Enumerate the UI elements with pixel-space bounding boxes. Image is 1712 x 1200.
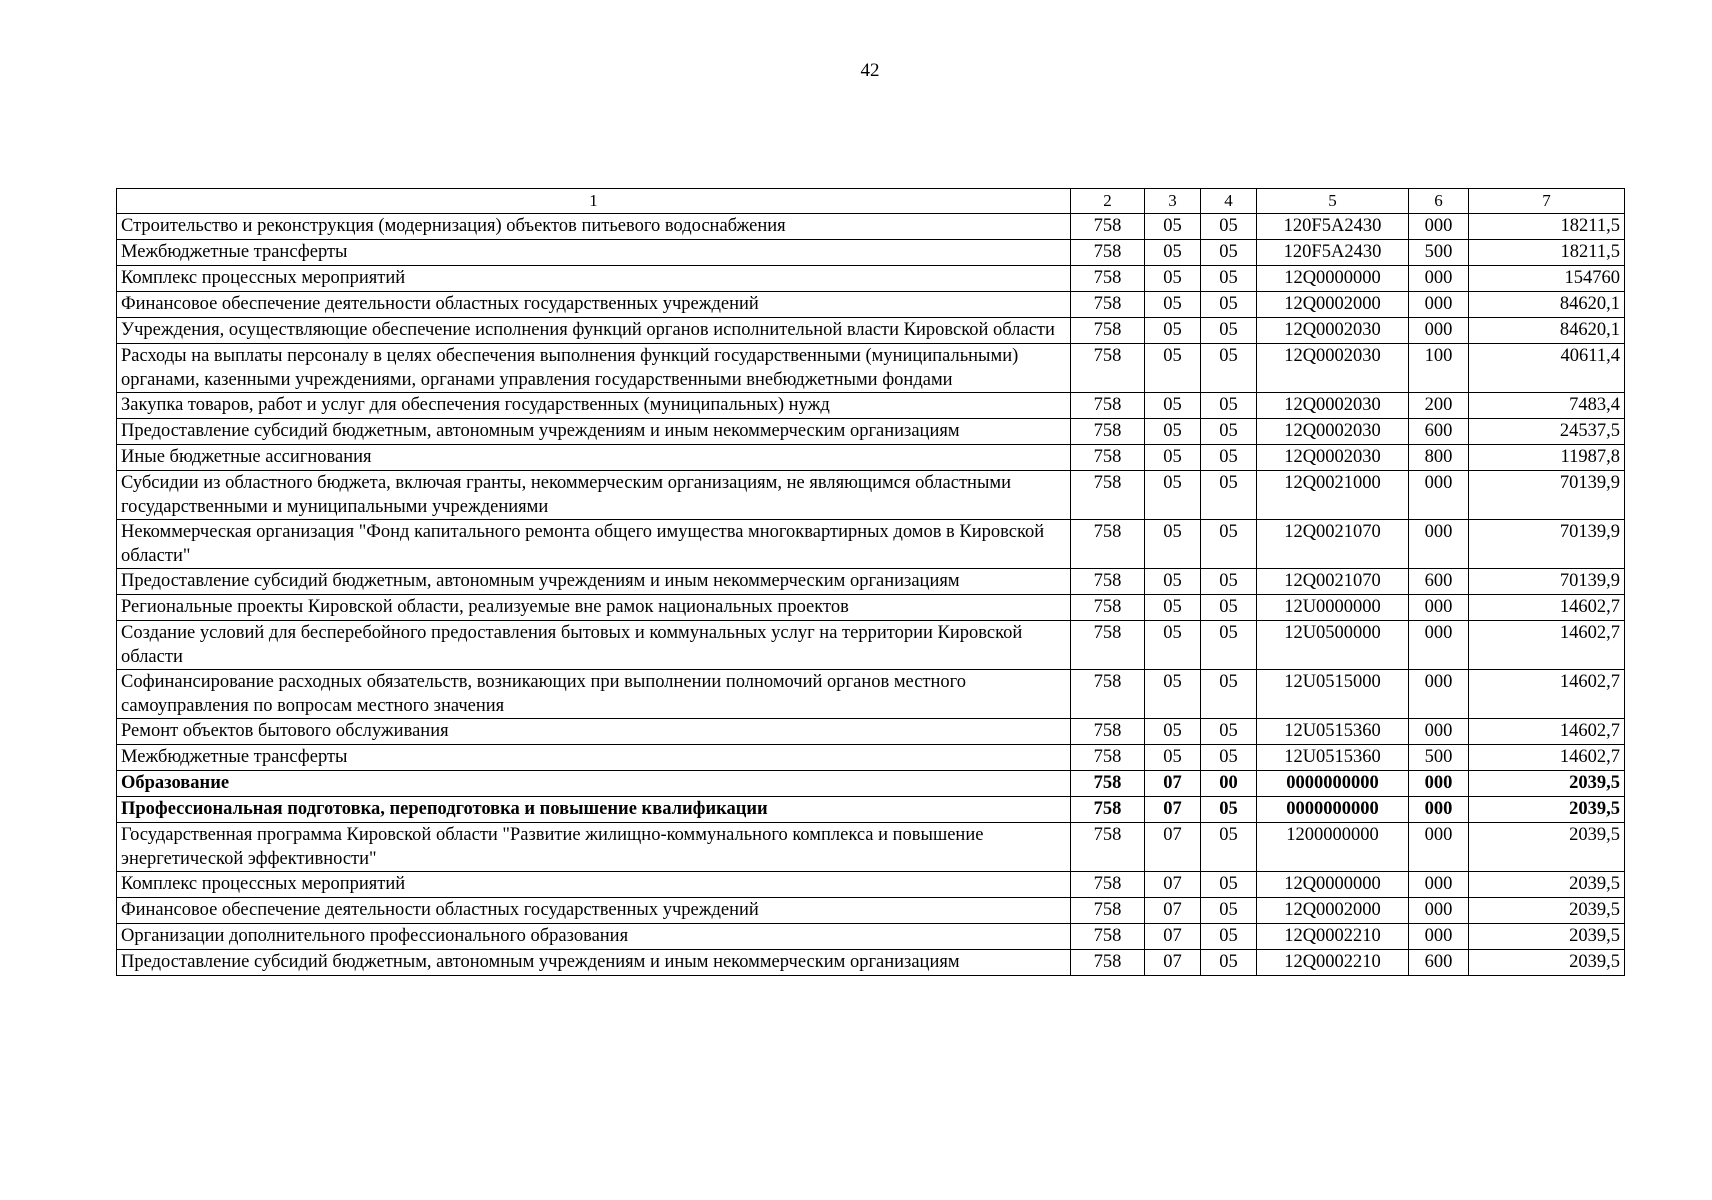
- row-col-7: 84620,1: [1469, 318, 1625, 344]
- row-name: Строительство и реконструкция (модернизация) объектов питьевого водоснабжения: [117, 214, 1071, 240]
- row-col-7: 70139,9: [1469, 569, 1625, 595]
- row-col-2: 758: [1071, 621, 1145, 670]
- row-col-7: 2039,5: [1469, 950, 1625, 976]
- row-name: Межбюджетные трансферты: [117, 745, 1071, 771]
- row-col-5: 12U0000000: [1257, 595, 1409, 621]
- table-row: [117, 569, 1625, 595]
- row-col-6: 600: [1409, 569, 1469, 595]
- row-col-3: 05: [1145, 520, 1201, 569]
- row-col-5: 12Q0002210: [1257, 950, 1409, 976]
- table-row: [117, 318, 1625, 344]
- row-col-4: 05: [1201, 419, 1257, 445]
- row-col-4: 05: [1201, 393, 1257, 419]
- row-col-3: 05: [1145, 595, 1201, 621]
- row-col-2: 758: [1071, 419, 1145, 445]
- row-name: Закупка товаров, работ и услуг для обеспечения государственных (муниципальных) нужд: [117, 393, 1071, 419]
- row-col-7: 7483,4: [1469, 393, 1625, 419]
- row-col-5: 12Q0021070: [1257, 569, 1409, 595]
- row-col-5: 12Q0002000: [1257, 898, 1409, 924]
- row-col-6: 000: [1409, 318, 1469, 344]
- row-col-3: 05: [1145, 670, 1201, 719]
- row-col-6: 000: [1409, 797, 1469, 823]
- row-col-3: 05: [1145, 393, 1201, 419]
- row-col-5: 12Q0021000: [1257, 471, 1409, 520]
- row-col-3: 05: [1145, 318, 1201, 344]
- row-col-4: 05: [1201, 266, 1257, 292]
- row-col-4: 05: [1201, 797, 1257, 823]
- table-row: [117, 797, 1625, 823]
- row-col-6: 000: [1409, 292, 1469, 318]
- row-col-3: 05: [1145, 445, 1201, 471]
- row-col-5: 12Q0002030: [1257, 393, 1409, 419]
- row-col-6: 600: [1409, 419, 1469, 445]
- row-col-3: 07: [1145, 823, 1201, 872]
- row-name: Финансовое обеспечение деятельности областных государственных учреждений: [117, 292, 1071, 318]
- row-col-7: 24537,5: [1469, 419, 1625, 445]
- row-col-4: 05: [1201, 214, 1257, 240]
- table-row: [117, 445, 1625, 471]
- row-name: Учреждения, осуществляющие обеспечение исполнения функций органов исполнительной власти Кировской области: [117, 318, 1071, 344]
- row-col-6: 000: [1409, 670, 1469, 719]
- row-col-4: 05: [1201, 471, 1257, 520]
- row-col-7: 2039,5: [1469, 872, 1625, 898]
- row-name: Софинансирование расходных обязательств, возникающих при выполнении полномочий органов местного самоуправления по вопросам местного значения: [117, 670, 1071, 719]
- row-col-3: 07: [1145, 872, 1201, 898]
- row-col-2: 758: [1071, 266, 1145, 292]
- row-name: Государственная программа Кировской области "Развитие жилищно-коммунального комплекса и повышение энергетической эффективности": [117, 823, 1071, 872]
- table-row: [117, 950, 1625, 976]
- row-name: Комплекс процессных мероприятий: [117, 872, 1071, 898]
- table-row: [117, 595, 1625, 621]
- row-col-5: 12Q0002030: [1257, 419, 1409, 445]
- row-col-6: 000: [1409, 898, 1469, 924]
- row-col-2: 758: [1071, 872, 1145, 898]
- header-col-3: 3: [1145, 189, 1201, 214]
- row-col-3: 07: [1145, 950, 1201, 976]
- table-row: [117, 745, 1625, 771]
- row-name: Расходы на выплаты персоналу в целях обеспечения выполнения функций государственными (муниципальными) органами, казенными учреждениями, органами управления государственными внебюджетными фондами: [117, 344, 1071, 393]
- row-col-4: 05: [1201, 445, 1257, 471]
- row-col-2: 758: [1071, 924, 1145, 950]
- row-col-5: 12Q0002030: [1257, 318, 1409, 344]
- header-col-5: 5: [1257, 189, 1409, 214]
- row-col-3: 05: [1145, 240, 1201, 266]
- row-col-4: 05: [1201, 950, 1257, 976]
- row-col-2: 758: [1071, 950, 1145, 976]
- table-row: [117, 393, 1625, 419]
- budget-table: [116, 188, 1625, 976]
- page-number: 42: [860, 60, 880, 81]
- row-col-2: 758: [1071, 520, 1145, 569]
- row-col-4: 05: [1201, 745, 1257, 771]
- row-col-7: 2039,5: [1469, 924, 1625, 950]
- table-row: [117, 898, 1625, 924]
- row-col-4: 05: [1201, 823, 1257, 872]
- row-name: Предоставление субсидий бюджетным, автономным учреждениям и иным некоммерческим организациям: [117, 950, 1071, 976]
- row-col-4: 05: [1201, 924, 1257, 950]
- row-col-6: 500: [1409, 240, 1469, 266]
- row-col-2: 758: [1071, 823, 1145, 872]
- row-col-7: 14602,7: [1469, 621, 1625, 670]
- row-col-2: 758: [1071, 445, 1145, 471]
- row-col-5: 12U0515000: [1257, 670, 1409, 719]
- table-row: [117, 520, 1625, 569]
- table-row: [117, 872, 1625, 898]
- row-col-6: 000: [1409, 771, 1469, 797]
- row-col-4: 05: [1201, 344, 1257, 393]
- row-col-3: 05: [1145, 719, 1201, 745]
- table-row: [117, 771, 1625, 797]
- row-col-5: 12U0515360: [1257, 745, 1409, 771]
- row-col-5: 12Q0021070: [1257, 520, 1409, 569]
- row-col-5: 12Q0000000: [1257, 872, 1409, 898]
- row-col-4: 05: [1201, 292, 1257, 318]
- row-col-6: 100: [1409, 344, 1469, 393]
- row-col-7: 14602,7: [1469, 745, 1625, 771]
- table-row: [117, 292, 1625, 318]
- row-col-2: 758: [1071, 240, 1145, 266]
- row-col-2: 758: [1071, 318, 1145, 344]
- row-col-5: 1200000000: [1257, 823, 1409, 872]
- row-col-2: 758: [1071, 771, 1145, 797]
- row-col-3: 05: [1145, 266, 1201, 292]
- row-col-4: 05: [1201, 520, 1257, 569]
- row-col-7: 70139,9: [1469, 471, 1625, 520]
- header-col-6: 6: [1409, 189, 1469, 214]
- row-col-7: 14602,7: [1469, 595, 1625, 621]
- row-col-6: 000: [1409, 471, 1469, 520]
- row-name: Региональные проекты Кировской области, реализуемые вне рамок национальных проектов: [117, 595, 1071, 621]
- row-name: Иные бюджетные ассигнования: [117, 445, 1071, 471]
- row-col-6: 200: [1409, 393, 1469, 419]
- row-col-7: 154760: [1469, 266, 1625, 292]
- row-col-7: 14602,7: [1469, 719, 1625, 745]
- row-col-5: 120F5A2430: [1257, 240, 1409, 266]
- row-col-6: 000: [1409, 823, 1469, 872]
- row-col-4: 05: [1201, 569, 1257, 595]
- row-col-3: 05: [1145, 569, 1201, 595]
- row-col-4: 05: [1201, 595, 1257, 621]
- row-col-3: 07: [1145, 924, 1201, 950]
- row-col-2: 758: [1071, 393, 1145, 419]
- row-col-6: 000: [1409, 719, 1469, 745]
- row-col-5: 12U0500000: [1257, 621, 1409, 670]
- table-row: [117, 240, 1625, 266]
- row-col-6: 600: [1409, 950, 1469, 976]
- row-name: Предоставление субсидий бюджетным, автономным учреждениям и иным некоммерческим организациям: [117, 569, 1071, 595]
- row-col-3: 07: [1145, 771, 1201, 797]
- row-col-6: 000: [1409, 595, 1469, 621]
- row-col-2: 758: [1071, 471, 1145, 520]
- row-col-2: 758: [1071, 797, 1145, 823]
- row-col-5: 12Q0002030: [1257, 344, 1409, 393]
- row-col-5: 12U0515360: [1257, 719, 1409, 745]
- row-col-4: 05: [1201, 898, 1257, 924]
- table-row: [117, 344, 1625, 393]
- row-col-3: 05: [1145, 419, 1201, 445]
- row-name: Ремонт объектов бытового обслуживания: [117, 719, 1071, 745]
- row-col-5: 0000000000: [1257, 771, 1409, 797]
- row-col-7: 70139,9: [1469, 520, 1625, 569]
- table-row: [117, 471, 1625, 520]
- table-row: [117, 670, 1625, 719]
- row-col-5: 12Q0002000: [1257, 292, 1409, 318]
- row-col-3: 05: [1145, 214, 1201, 240]
- table-row: [117, 621, 1625, 670]
- table-row: [117, 266, 1625, 292]
- row-col-5: 12Q0002210: [1257, 924, 1409, 950]
- row-col-5: 0000000000: [1257, 797, 1409, 823]
- row-col-6: 000: [1409, 266, 1469, 292]
- row-col-5: 120F5A2430: [1257, 214, 1409, 240]
- table-body: [117, 214, 1625, 976]
- header-col-7: 7: [1469, 189, 1625, 214]
- row-name: Предоставление субсидий бюджетным, автономным учреждениям и иным некоммерческим организациям: [117, 419, 1071, 445]
- row-name: Образование: [117, 771, 1071, 797]
- header-col-1: 1: [117, 189, 1071, 214]
- table-row: [117, 719, 1625, 745]
- row-col-2: 758: [1071, 214, 1145, 240]
- row-name: Комплекс процессных мероприятий: [117, 266, 1071, 292]
- row-col-6: 500: [1409, 745, 1469, 771]
- row-col-5: 12Q0000000: [1257, 266, 1409, 292]
- row-col-4: 00: [1201, 771, 1257, 797]
- row-name: Создание условий для бесперебойного предоставления бытовых и коммунальных услуг на территории Кировской области: [117, 621, 1071, 670]
- row-col-5: 12Q0002030: [1257, 445, 1409, 471]
- row-col-3: 07: [1145, 898, 1201, 924]
- row-col-7: 18211,5: [1469, 214, 1625, 240]
- row-name: Межбюджетные трансферты: [117, 240, 1071, 266]
- row-name: Некоммерческая организация "Фонд капитального ремонта общего имущества многоквартирных домов в Кировской области": [117, 520, 1071, 569]
- row-col-2: 758: [1071, 569, 1145, 595]
- row-col-2: 758: [1071, 595, 1145, 621]
- table-row: [117, 419, 1625, 445]
- row-col-2: 758: [1071, 745, 1145, 771]
- row-col-6: 800: [1409, 445, 1469, 471]
- row-col-7: 2039,5: [1469, 898, 1625, 924]
- table-row: [117, 214, 1625, 240]
- table-header: [117, 189, 1625, 214]
- table-row: [117, 924, 1625, 950]
- row-col-4: 05: [1201, 670, 1257, 719]
- row-col-6: 000: [1409, 520, 1469, 569]
- row-name: Организации дополнительного профессионального образования: [117, 924, 1071, 950]
- row-col-7: 2039,5: [1469, 797, 1625, 823]
- row-col-2: 758: [1071, 898, 1145, 924]
- header-col-2: 2: [1071, 189, 1145, 214]
- row-name: Профессиональная подготовка, переподготовка и повышение квалификации: [117, 797, 1071, 823]
- row-col-2: 758: [1071, 292, 1145, 318]
- header-row: [117, 189, 1625, 214]
- row-col-7: 84620,1: [1469, 292, 1625, 318]
- row-col-3: 05: [1145, 344, 1201, 393]
- row-name: Финансовое обеспечение деятельности областных государственных учреждений: [117, 898, 1071, 924]
- table-row: [117, 823, 1625, 872]
- row-col-4: 05: [1201, 621, 1257, 670]
- row-col-4: 05: [1201, 872, 1257, 898]
- row-col-6: 000: [1409, 621, 1469, 670]
- row-col-3: 05: [1145, 292, 1201, 318]
- row-col-3: 05: [1145, 621, 1201, 670]
- header-col-4: 4: [1201, 189, 1257, 214]
- row-col-4: 05: [1201, 318, 1257, 344]
- row-col-3: 05: [1145, 471, 1201, 520]
- row-col-6: 000: [1409, 872, 1469, 898]
- row-col-2: 758: [1071, 670, 1145, 719]
- row-col-3: 07: [1145, 797, 1201, 823]
- row-col-7: 14602,7: [1469, 670, 1625, 719]
- row-col-7: 40611,4: [1469, 344, 1625, 393]
- row-col-3: 05: [1145, 745, 1201, 771]
- row-col-4: 05: [1201, 240, 1257, 266]
- row-col-7: 2039,5: [1469, 823, 1625, 872]
- row-col-2: 758: [1071, 344, 1145, 393]
- row-col-6: 000: [1409, 214, 1469, 240]
- row-col-6: 000: [1409, 924, 1469, 950]
- row-name: Субсидии из областного бюджета, включая гранты, некоммерческим организациям, не являющимся областными государственными и муниципальными учреждениями: [117, 471, 1071, 520]
- row-col-7: 11987,8: [1469, 445, 1625, 471]
- row-col-2: 758: [1071, 719, 1145, 745]
- row-col-7: 18211,5: [1469, 240, 1625, 266]
- row-col-4: 05: [1201, 719, 1257, 745]
- row-col-7: 2039,5: [1469, 771, 1625, 797]
